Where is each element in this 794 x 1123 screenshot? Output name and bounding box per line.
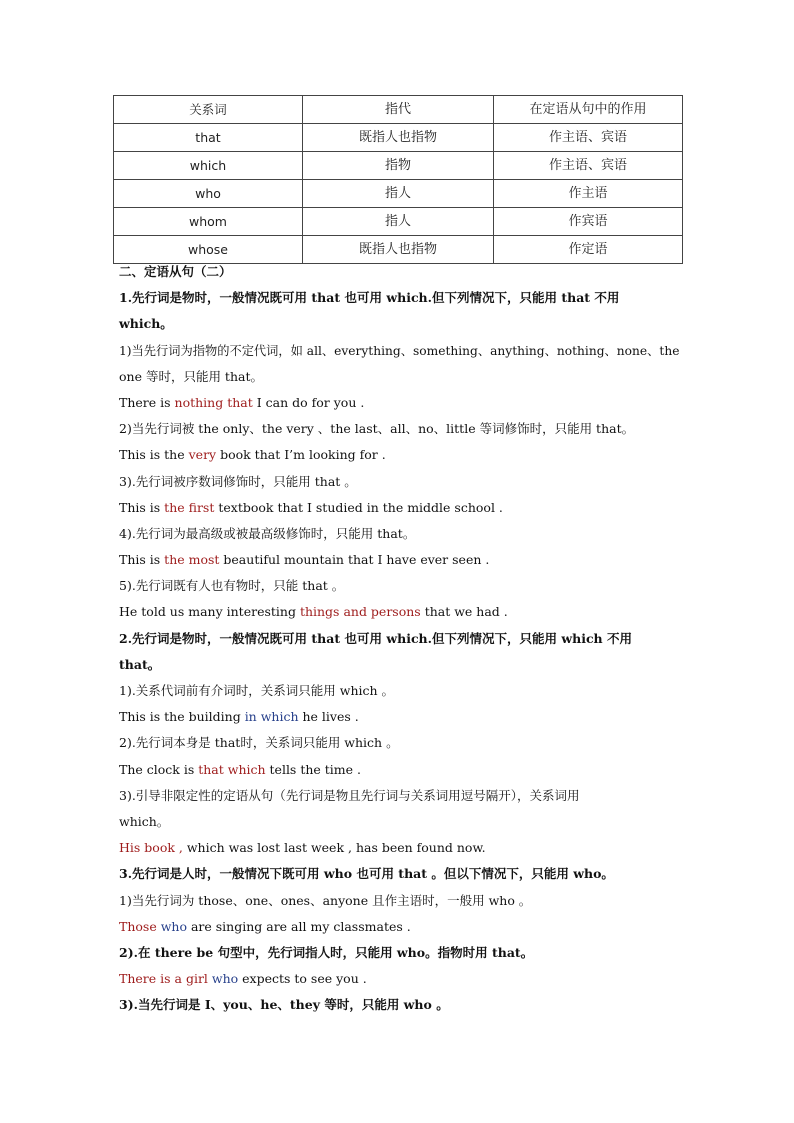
rule-3-3: 3).当先行词是 I、you、he、they 等时，只能用 who 。	[119, 997, 449, 1013]
example-sentence: This is the very book that I’m looking for .	[119, 447, 386, 463]
example-sentence: There is nothing that I can do for you .	[119, 394, 365, 410]
example-sentence: He told us many interesting things and persons that we had .	[119, 604, 508, 620]
rule-1-1: 1)当先行词为指物的不定代词，如 all、everything、something、anything、nothing、none、the	[119, 342, 680, 358]
table-cell: 作主语、宾语	[494, 152, 683, 180]
rule-1-5: 5).先行词既有人也有物时，只能 that 。	[119, 578, 345, 594]
header-cell: 在定语从句中的作用	[494, 96, 683, 124]
table-cell: 指人	[303, 180, 494, 208]
relative-pronoun-table	[113, 95, 683, 264]
rule-1-1-cont: one 等时，只能用 that。	[119, 368, 263, 384]
table-row	[114, 152, 683, 180]
table-cell: whom	[114, 208, 303, 236]
table-cell: which	[114, 152, 303, 180]
rule-1-3: 3).先行词被序数词修饰时，只能用 that 。	[119, 473, 357, 489]
rule-1-4: 4).先行词为最高级或被最高级修饰时，只能用 that。	[119, 525, 416, 541]
rule-2-3-cont: which。	[119, 813, 170, 829]
section-1-heading-cont: which。	[119, 316, 173, 332]
section-2-heading-cont: that。	[119, 656, 161, 672]
table-header-row	[114, 96, 683, 124]
example-sentence: Those who are singing are all my classmates .	[119, 918, 411, 934]
example-sentence: His book , which was lost last week , has been found now.	[119, 840, 486, 856]
rule-2-2: 2).先行词本身是 that时，关系词只能用 which 。	[119, 735, 399, 751]
rule-2-1: 1).关系代词前有介词时，关系词只能用 which 。	[119, 683, 395, 698]
rule-2-3: 3).引导非限定性的定语从句（先行词是物且先行词与关系词用逗号隔开），关系词用	[119, 787, 580, 803]
example-sentence: There is a girl who expects to see you .	[119, 971, 367, 987]
table-cell: 作主语、宾语	[494, 124, 683, 152]
example-sentence: This is the first textbook that I studied in the middle school .	[119, 499, 503, 515]
table-cell: 指人	[303, 208, 494, 236]
table-cell: whose	[114, 236, 303, 264]
table-cell: who	[114, 180, 303, 208]
table-cell: 指物	[303, 152, 494, 180]
table-row	[114, 180, 683, 208]
section-1-heading: 1.先行词是物时，一般情况既可用 that 也可用 which.但下列情况下，只能用 that 不用	[119, 290, 620, 306]
table-row	[114, 208, 683, 236]
example-sentence: This is the building in which he lives .	[119, 709, 359, 725]
table-cell: that	[114, 124, 303, 152]
example-sentence: The clock is that which tells the time .	[119, 761, 361, 777]
rule-1-2: 2)当先行词被 the only、the very 、the last、all、no、little 等词修饰时，只能用 that。	[119, 421, 635, 437]
header-cell: 关系词	[114, 96, 303, 124]
table-row	[114, 124, 683, 152]
section-3-heading: 3.先行词是人时，一般情况下既可用 who 也可用 that 。但以下情况下，只能用 who。	[119, 866, 614, 882]
header-cell: 指代	[303, 96, 494, 124]
rule-3-2: 2).在 there be 句型中，先行词指人时，只能用 who。指物时用 that。	[119, 944, 534, 960]
document-body	[119, 259, 679, 1018]
section-2-heading: 2.先行词是物时，一般情况既可用 that 也可用 which.但下列情况下，只能用 which 不用	[119, 630, 632, 646]
table-cell: 作定语	[494, 236, 683, 264]
table-cell: 作宾语	[494, 208, 683, 236]
rule-3-1: 1)当先行词为 those、one、ones、anyone 且作主语时，一般用 who 。	[119, 892, 532, 908]
example-sentence: This is the most beautiful mountain that I have ever seen .	[119, 552, 490, 568]
table-cell: 既指人也指物	[303, 236, 494, 264]
table-cell: 既指人也指物	[303, 124, 494, 152]
table-cell: 作主语	[494, 180, 683, 208]
section-title: 二、定语从句（二）	[119, 264, 232, 279]
